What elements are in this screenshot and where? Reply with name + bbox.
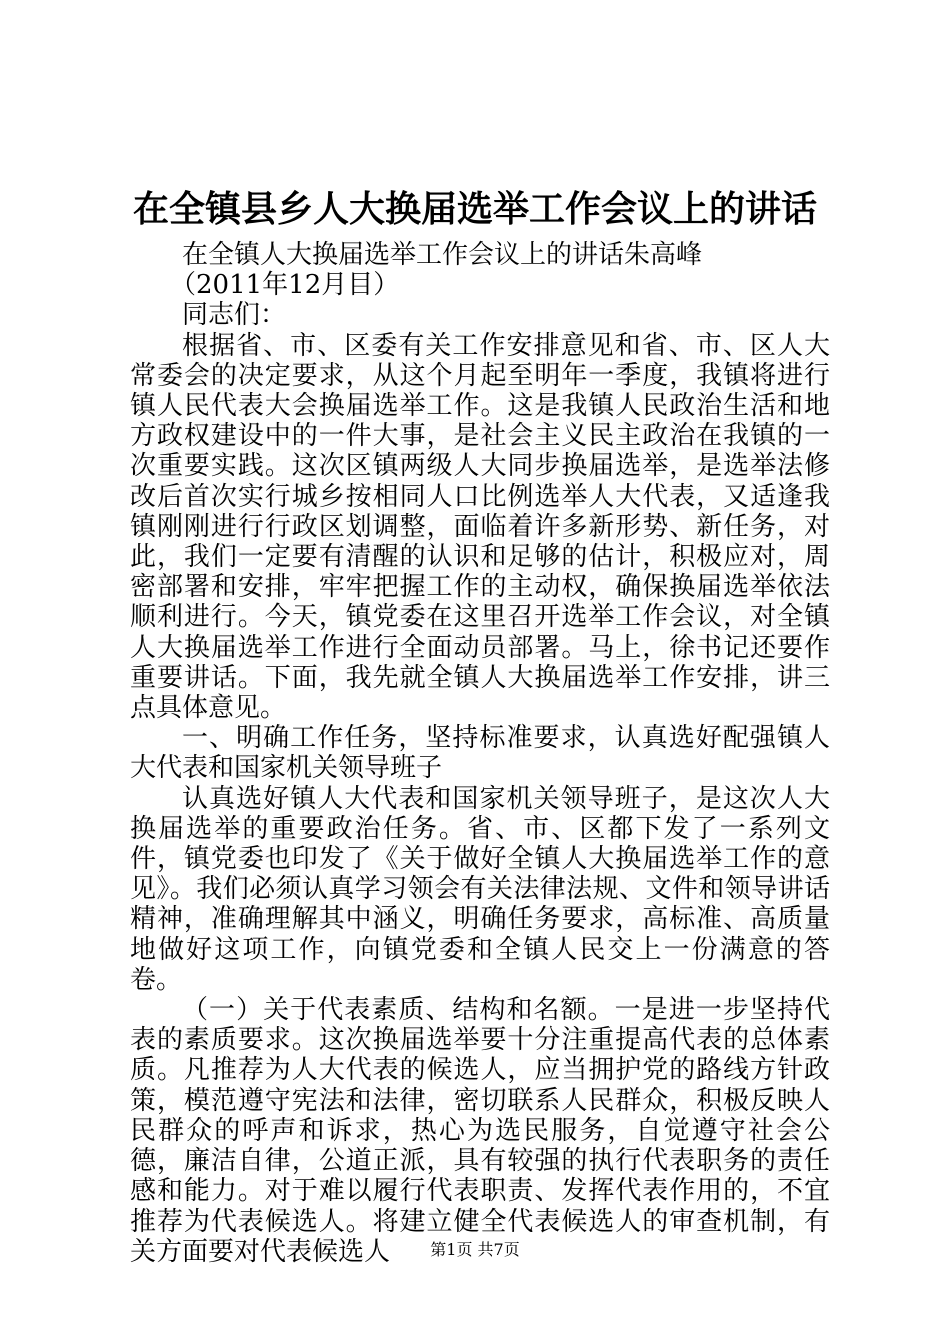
document-subtitle: 在全镇人大换届选举工作会议上的讲话朱高峰 xyxy=(182,240,703,270)
salutation: 同志们： xyxy=(182,300,287,331)
paragraph: （一）关于代表素质、结构和名额。一是进一步坚持代表的素质要求。这次换届选举要十分注重提高代表的总体素质。凡推荐为人大代表的候选人，应当拥护党的路线方针政策，模范遵守宪法和法律，密切联系人民群众，积极反映人民群众的呼声和诉求，热心为选民服务，自觉遵守社会公德，廉洁自律，公道正派，具有较强的执行代表职务的责任感和能力。对于难以履行代表职责、发挥代表作用的，不宜推荐为代表候选人。将建立健全代表候选人的审查机制，有关方面要对代表候选人 xyxy=(130,995,830,1267)
paragraph: 根据省、市、区委有关工作安排意见和省、市、区人大常委会的决定要求，从这个月起至明年一季度，我镇将进行镇人民代表大会换届选举工作。这是我镇人民政治生活和地方政权建设中的一件大事，是社会主义民主政治在我镇的一次重要实践。这次区镇两级人大同步换届选举，是选举法修改后首次实行城乡按相同人口比例选举人大代表，又适逢我镇刚刚进行行政区划调整，面临着许多新形势、新任务，对此，我们一定要有清醒的认识和足够的估计，积极应对，周密部署和安排，牢牢把握工作的主动权，确保换届选举依法顺利进行。今天，镇党委在这里召开选举工作会议，对全镇人大换届选举工作进行全面动员部署。马上，徐书记还要作重要讲话。下面，我先就全镇人大换届选举工作安排，讲三点具体意见。 xyxy=(130,330,830,724)
document-title: 在全镇县乡人大换届选举工作会议上的讲话 xyxy=(132,188,817,230)
page-number: 第1页 共7页 xyxy=(430,1240,520,1259)
document-date: （2011年12月目） xyxy=(170,270,400,301)
document-body xyxy=(130,240,830,1267)
paragraph: 认真选好镇人大代表和国家机关领导班子，是这次人大换届选举的重要政治任务。省、市、区都下发了一系列文件，镇党委也印发了《关于做好全镇人大换届选举工作的意见》。我们必须认真学习领会有关法律法规、文件和领导讲话精神，准确理解其中涵义，明确任务要求，高标准、高质量地做好这项工作，向镇党委和全镇人民交上一份满意的答卷。 xyxy=(130,783,830,995)
section-heading: 一、明确工作任务，坚持标准要求，认真选好配强镇人大代表和国家机关领导班子 xyxy=(130,723,830,784)
